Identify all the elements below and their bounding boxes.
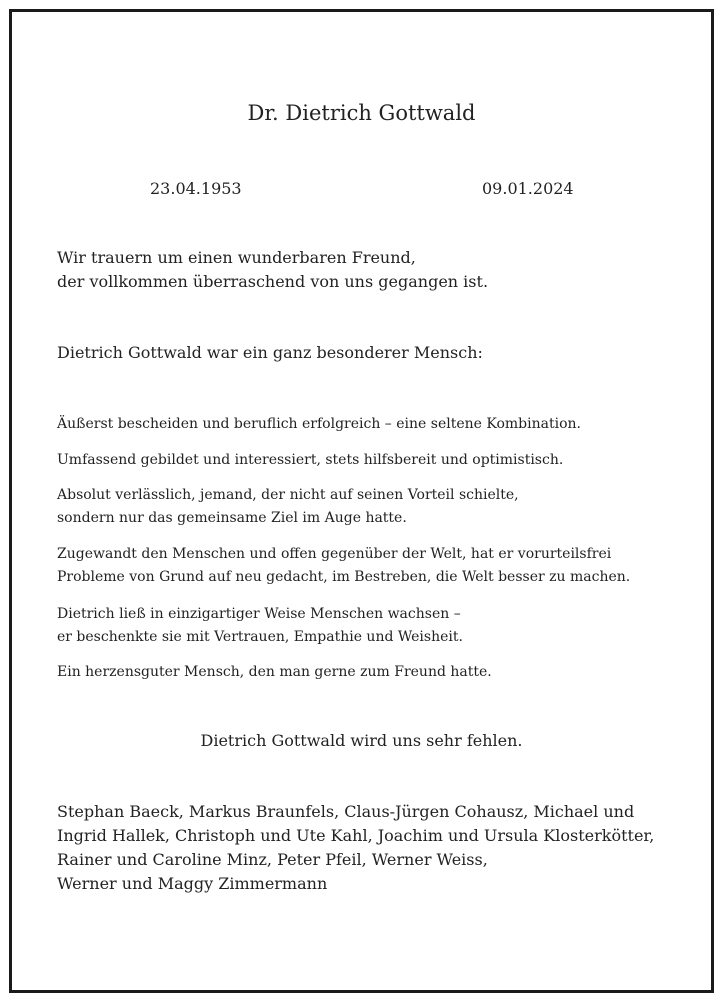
trait-paragraph — [57, 603, 463, 649]
trait-line: sondern nur das gemeinsame Ziel im Auge hatte. — [57, 510, 407, 526]
trait-line: er beschenkte sie mit Vertrauen, Empathie und Weisheit. — [57, 629, 463, 645]
lead-sentence: Dietrich Gottwald war ein ganz besonderer Mensch: — [57, 343, 483, 362]
trait-paragraph — [57, 413, 581, 436]
trait-line: Umfassend gebildet und interessiert, stets hilfsbereit und optimistisch. — [57, 452, 564, 468]
trait-line: Absolut verlässlich, jemand, der nicht auf seinen Vorteil schielte, — [57, 487, 519, 503]
signers-line: Rainer und Caroline Minz, Peter Pfeil, Werner Weiss, — [57, 850, 488, 869]
deceased-name: Dr. Dietrich Gottwald — [247, 101, 476, 125]
trait-paragraph — [57, 449, 563, 472]
signers-line: Ingrid Hallek, Christoph und Ute Kahl, Joachim und Ursula Klosterkötter, — [57, 826, 655, 845]
intro-text — [57, 246, 488, 294]
trait-line: Dietrich ließ in einzigartiger Weise Menschen wachsen – — [57, 606, 461, 622]
trait-paragraph — [57, 484, 519, 530]
signers-list — [57, 800, 654, 896]
signers-line: Stephan Baeck, Markus Braunfels, Claus-Jürgen Cohausz, Michael und — [57, 802, 635, 821]
trait-line: Äußerst bescheiden und beruflich erfolgreich – eine seltene Kombination. — [57, 416, 581, 432]
signers-line: Werner und Maggy Zimmermann — [57, 874, 328, 893]
trait-line: Zugewandt den Menschen und offen gegenüber der Welt, hat er vorurteilsfrei — [57, 546, 612, 562]
closing-sentence: Dietrich Gottwald wird uns sehr fehlen. — [200, 731, 523, 750]
trait-paragraph — [57, 661, 492, 684]
trait-line: Ein herzensguter Mensch, den man gerne zum Freund hatte. — [57, 664, 492, 680]
trait-paragraph — [57, 543, 630, 589]
birth-date: 23.04.1953 — [150, 179, 242, 198]
intro-line: Wir trauern um einen wunderbaren Freund, — [57, 248, 416, 267]
trait-line: Probleme von Grund auf neu gedacht, im Bestreben, die Welt besser zu machen. — [57, 569, 631, 585]
death-date: 09.01.2024 — [482, 179, 574, 198]
intro-line: der vollkommen überraschend von uns gegangen ist. — [57, 272, 489, 291]
